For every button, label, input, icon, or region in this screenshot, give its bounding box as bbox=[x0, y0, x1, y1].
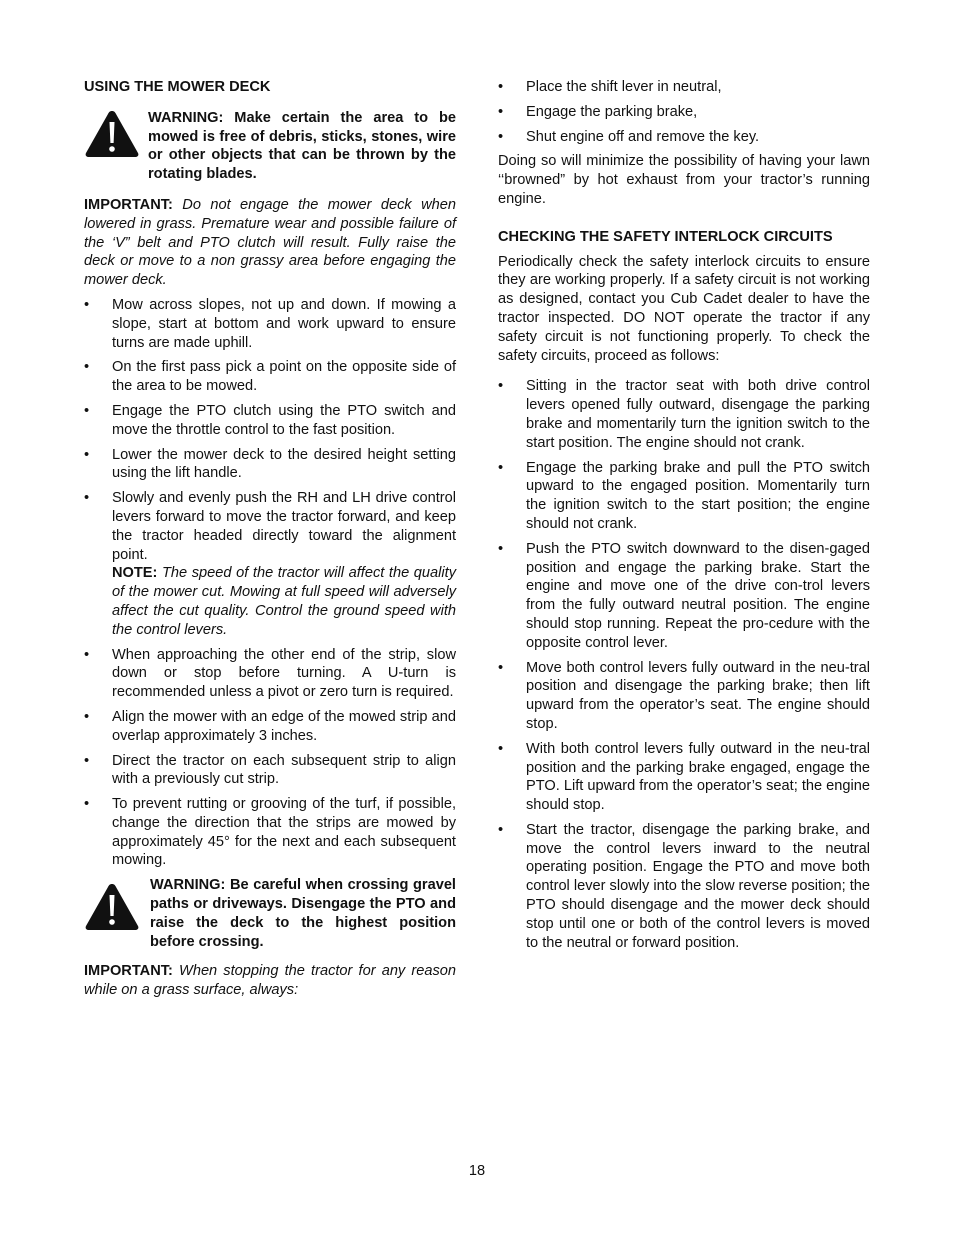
list-item bbox=[498, 103, 870, 122]
list-item-text: Engage the parking brake, bbox=[526, 103, 698, 120]
list-item bbox=[498, 540, 870, 653]
warning-block-gravel bbox=[84, 876, 456, 951]
bullet-glyph: • bbox=[498, 659, 504, 676]
list-item-text: With both control levers fully outward in the neu-tral position and the parking brake engaged, engage the PTO. Lift upward from the operator’s seat; the engine should stop. bbox=[526, 740, 870, 814]
important-note-stopping bbox=[84, 962, 456, 1000]
bullet-glyph: • bbox=[84, 402, 90, 419]
paragraph-browned-lawn: Doing so will minimize the possibility of having your lawn ‘‘browned” by hot exhaust from your tractor’s running engine. bbox=[498, 153, 870, 207]
list-item-text: Push the PTO switch downward to the disen-gaged position and engage the parking brake. Start the engine and move one of the drive con-trol levers from the fully outward neutral position. The engine should stop running. Repeat the pro-cedure with the opposite control lever. bbox=[526, 540, 870, 651]
warning-text-gravel: WARNING: Be careful when crossing gravel paths or driveways. Disengage the PTO and raise the deck to the highest position before crossing. bbox=[150, 877, 456, 950]
list-item bbox=[498, 78, 870, 97]
left-column bbox=[84, 78, 456, 1000]
list-item bbox=[498, 128, 870, 147]
bullet-glyph: • bbox=[498, 103, 504, 120]
bullet-glyph: • bbox=[84, 359, 90, 376]
list-item-text: To prevent rutting or grooving of the turf, if possible, change the direction that the strips are mowed by approximately 45° for the next and each subsequent mowing. bbox=[112, 796, 456, 869]
list-item-text: Place the shift lever in neutral, bbox=[526, 79, 722, 95]
list-item bbox=[84, 296, 456, 352]
important-note-engage bbox=[84, 196, 456, 290]
list-item bbox=[84, 708, 456, 746]
bullet-glyph: • bbox=[498, 540, 504, 557]
important-text-engage: Do not engage the mower deck when lowered in grass. Premature wear and possible failure of the ‘V” belt and PTO clutch will result. Fully raise the deck or move to a non grassy area before engaging the mower deck. bbox=[84, 196, 456, 289]
warning-triangle-icon bbox=[84, 109, 140, 159]
list-item bbox=[84, 446, 456, 484]
list-item bbox=[84, 402, 456, 440]
bullet-glyph: • bbox=[498, 128, 504, 145]
list-item-text: When approaching the other end of the strip, slow down or stop before turning. A U-turn is recommended unless a pivot or zero turn is required. bbox=[112, 646, 456, 701]
right-column bbox=[498, 78, 870, 958]
page-number: 18 bbox=[468, 1163, 486, 1179]
list-item bbox=[498, 740, 870, 815]
safety-checks-list bbox=[498, 377, 870, 952]
bullet-glyph: • bbox=[84, 796, 90, 813]
list-item-text: Lower the mower deck to the desired height setting using the lift handle. bbox=[112, 446, 456, 482]
list-item bbox=[84, 646, 456, 702]
list-item-text: Start the tractor, disengage the parking brake, and move the control levers inward to the neutral operating position. Engage the PTO and move both control lever slowly into the slow reverse position; the PTO should disengage and the mower deck should stop until one or both of the control levers is moved to the neutral or forward position. bbox=[526, 821, 870, 951]
list-item bbox=[84, 795, 456, 870]
bullet-glyph: • bbox=[498, 79, 504, 95]
paragraph-safety-intro: Periodically check the safety interlock circuits to ensure they are working properly. If a safety circuit is not working as designed, contact you Cub Cadet dealer to have the tractor inspected. DO NOT operate the tractor if any safety circuit is not functioning properly. To check the safety circuits, proceed as follows: bbox=[498, 253, 870, 364]
bullet-glyph: • bbox=[498, 740, 504, 757]
list-item bbox=[498, 659, 870, 734]
stopping-steps-list bbox=[498, 78, 870, 146]
warning-triangle-icon bbox=[84, 882, 140, 932]
bullet-glyph: • bbox=[84, 752, 90, 769]
list-item bbox=[498, 459, 870, 534]
section-heading-safety-interlock: CHECKING THE SAFETY INTERLOCK CIRCUITS bbox=[498, 228, 833, 245]
note-label: NOTE: bbox=[112, 565, 158, 582]
list-item-text: Align the mower with an edge of the mowed strip and overlap approximately 3 inches. bbox=[112, 708, 456, 744]
list-item-text: Sitting in the tractor seat with both drive control levers opened fully outward, disengage the parking brake and momentarily turn the ignition switch to the start position. The engine should not crank. bbox=[526, 378, 870, 451]
bullet-glyph: • bbox=[84, 446, 90, 463]
list-item-text: On the first pass pick a point on the opposite side of the area to be mowed. bbox=[112, 359, 456, 395]
list-item bbox=[84, 752, 456, 790]
list-item bbox=[498, 821, 870, 953]
section-heading-mower-deck: USING THE MOWER DECK bbox=[84, 79, 271, 95]
list-item bbox=[498, 377, 870, 452]
list-item bbox=[84, 489, 456, 639]
list-item bbox=[84, 358, 456, 396]
warning-text-debris: WARNING: Make certain the area to be mowed is free of debris, sticks, stones, wire or other objects that can be thrown by the rotating blades. bbox=[148, 109, 456, 183]
bullet-glyph: • bbox=[498, 459, 504, 476]
bullet-glyph: • bbox=[84, 296, 90, 313]
warning-block-debris bbox=[84, 109, 456, 184]
list-item-text: Engage the parking brake and pull the PTO switch upward to the engaged position. Momentarily turn the ignition switch to the start position; the engine should not crank. bbox=[526, 459, 870, 532]
bullet-glyph: • bbox=[84, 708, 90, 725]
important-text-stopping: When stopping the tractor for any reason while on a grass surface, always: bbox=[84, 963, 456, 999]
bullet-glyph: • bbox=[498, 378, 504, 395]
note-text: The speed of the tractor will affect the quality of the mower cut. Mowing at full speed will adversely affect the cut quality. Control the ground speed with the control levers. bbox=[112, 565, 456, 638]
list-item-text: Direct the tractor on each subsequent strip to align with a previously cut strip. bbox=[112, 752, 456, 788]
list-item-text: Move both control levers fully outward in the neu-tral position and disengage the parking brake; then lift upward from the operator’s seat. The engine should stop. bbox=[526, 659, 870, 732]
mowing-instructions-list bbox=[84, 296, 456, 870]
important-label: IMPORTANT: bbox=[84, 196, 173, 213]
list-item-text: Slowly and evenly push the RH and LH drive control levers forward to move the tractor forward, and keep the tractor headed directly toward the alignment point. bbox=[112, 490, 456, 563]
list-item-text: Mow across slopes, not up and down. If mowing a slope, start at bottom and work upward to ensure turns are made uphill. bbox=[112, 296, 456, 351]
list-item-text: Engage the PTO clutch using the PTO switch and move the throttle control to the fast position. bbox=[112, 402, 456, 438]
list-item-text: Shut engine off and remove the key. bbox=[526, 128, 760, 145]
bullet-glyph: • bbox=[84, 646, 90, 663]
bullet-glyph: • bbox=[84, 490, 90, 507]
important-label: IMPORTANT: bbox=[84, 963, 173, 980]
bullet-glyph: • bbox=[498, 821, 504, 838]
